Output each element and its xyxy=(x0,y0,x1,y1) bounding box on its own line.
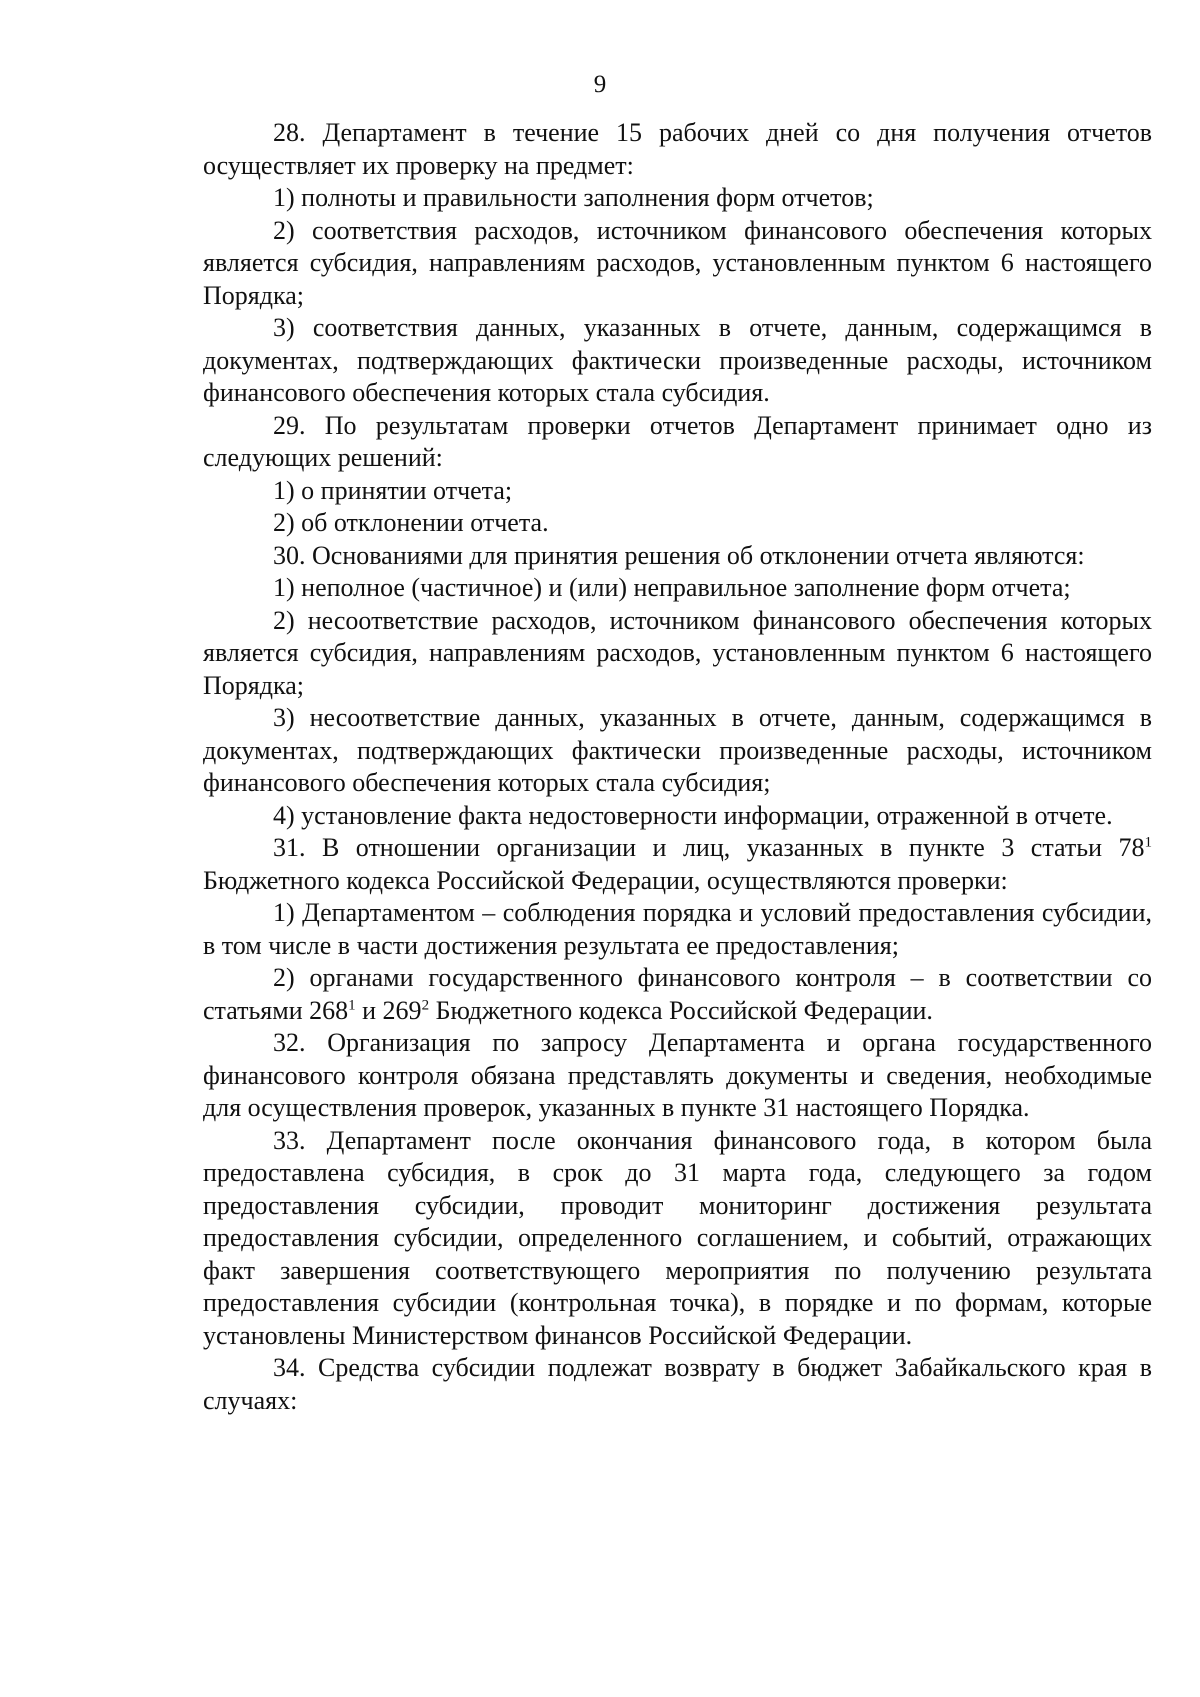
paragraph-28-item-1: 1) полноты и правильности заполнения форм отчетов; xyxy=(273,183,874,212)
paragraph-33: 33. Департамент после окончания финансового года, в котором была предоставлена субсидия, в срок до 31 марта года, следующего за годом предоставления субсидии, проводит мониторинг достижения результата предоставления субсидии, определенного соглашением, и событий, отражающих факт завершения соответствующего мероприятия по получению результата предоставления субсидии (контрольная точка), в порядке и по формам, которые установлены Министерством финансов Российской Федерации. xyxy=(203,1125,1152,1350)
paragraph-30-item-1: 1) неполное (частичное) и (или) неправильное заполнение форм отчета; xyxy=(273,573,1071,602)
paragraph-31-item-2-text-c: Бюджетного кодекса Российской Федерации. xyxy=(429,995,933,1025)
paragraph-30: 30. Основаниями для принятия решения об отклонении отчета являются: xyxy=(273,540,1085,570)
paragraph-31-item-2-superscript-2: 2 xyxy=(421,996,430,1013)
paragraph-28-item-3: 3) соответствия данных, указанных в отчете, данным, содержащимся в документах, подтверждающих фактически произведенные расходы, источником финансового обеспечения которых стала субсидия. xyxy=(203,313,1152,407)
page-number: 9 xyxy=(593,71,607,98)
paragraph-31-item-2 xyxy=(203,962,1152,1027)
paragraph-29: 29. По результатам проверки отчетов Департамент принимает одно из следующих решений: xyxy=(203,410,1152,472)
paragraph-31-item-2-text-b: и 269 xyxy=(355,995,422,1025)
paragraph-31-item-1: 1) Департаментом – соблюдения порядка и условий предоставления субсидии, в том числе в части достижения результата ее предоставления; xyxy=(203,898,1152,960)
paragraph-31-text-start: 31. В отношении организации и лиц, указанных в пункте 3 статьи 78 xyxy=(273,833,1145,862)
paragraph-29-item-2: 2) об отклонении отчета. xyxy=(273,508,549,537)
paragraph-30-item-3: 3) несоответствие данных, указанных в отчете, данным, содержащимся в документах, подтверждающих фактически произведенные расходы, источником финансового обеспечения которых стала субсидия; xyxy=(203,703,1152,797)
paragraph-31 xyxy=(203,832,1152,897)
paragraph-28-item-2: 2) соответствия расходов, источником финансового обеспечения которых является субсидия, направлениям расходов, установленным пунктом 6 настоящего Порядка; xyxy=(203,215,1152,310)
document-body xyxy=(203,117,1152,1417)
paragraph-34: 34. Средства субсидии подлежат возврату в бюджет Забайкальского края в случаях: xyxy=(203,1353,1152,1415)
paragraph-28: 28. Департамент в течение 15 рабочих дней со дня получения отчетов осуществляет их проверку на предмет: xyxy=(203,118,1152,180)
paragraph-31-superscript: 1 xyxy=(1144,834,1152,851)
paragraph-31-text-end: Бюджетного кодекса Российской Федерации, осуществляются проверки: xyxy=(203,865,1008,895)
paragraph-30-item-2: 2) несоответствие расходов, источником финансового обеспечения которых является субсидия, направлениям расходов, установленным пунктом 6 настоящего Порядка; xyxy=(203,605,1152,700)
paragraph-29-item-1: 1) о принятии отчета; xyxy=(273,475,513,505)
paragraph-30-item-4: 4) установление факта недостоверности информации, отраженной в отчете. xyxy=(273,800,1113,830)
paragraph-32: 32. Организация по запросу Департамента и органа государственного финансового контроля обязана представлять документы и сведения, необходимые для осуществления проверок, указанных в пункте 31 настоящего Порядка. xyxy=(203,1028,1152,1122)
paragraph-31-item-2-superscript-1: 1 xyxy=(348,996,356,1013)
paragraph-31-item-2-text-a: 2) органами государственного финансового контроля – в соответствии со статьями 268 xyxy=(203,963,1152,1025)
